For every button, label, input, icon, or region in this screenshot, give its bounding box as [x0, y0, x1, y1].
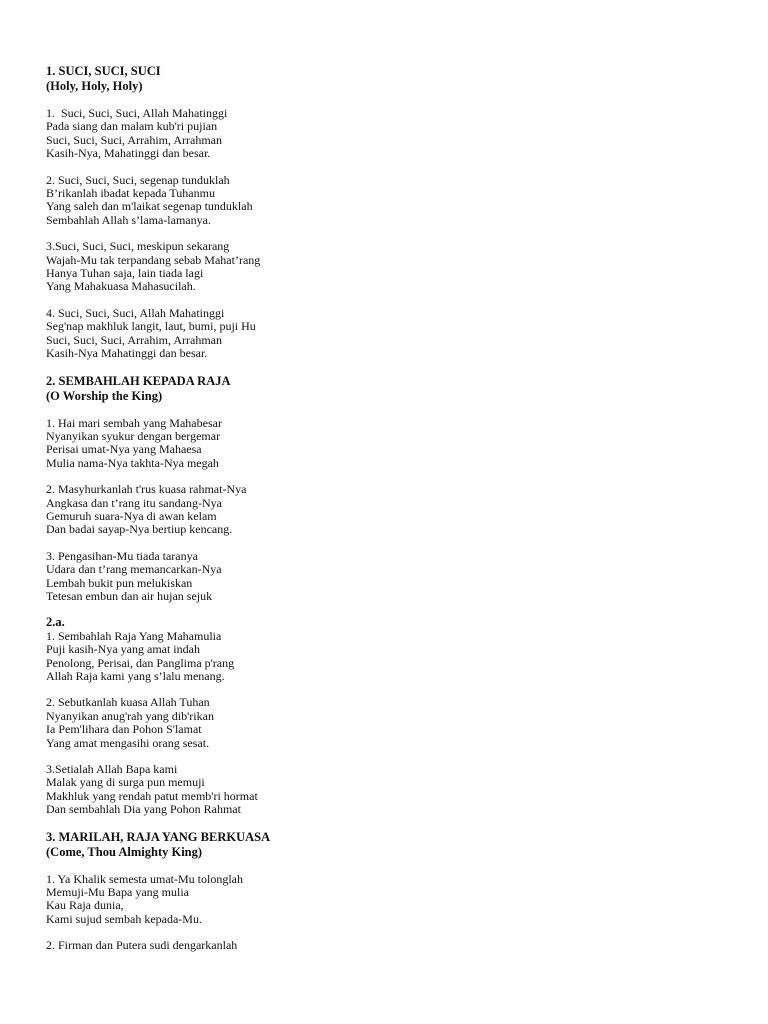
song-2 [46, 374, 726, 604]
lyric-line: Nyanyikan syukur dengan bergemar [46, 428, 221, 443]
lyric-line: Mulia nama-Nya takhta-Nya megah [46, 455, 219, 470]
song-title: 2. SEMBAHLAH KEPADA RAJA [46, 373, 231, 388]
lyric-line: Kasih-Nya, Mahatinggi dan besar. [46, 146, 211, 161]
lyric-line: Tetesan embun dan air hujan sejuk [46, 588, 213, 603]
lyric-line: Malak yang di surga pun memuji [46, 775, 205, 790]
lyric-line: Yang amat mengasihi orang sesat. [46, 735, 210, 750]
stanza-1 [46, 873, 726, 927]
lyric-line: Allah Raja kami yang s’lalu menang. [46, 669, 225, 683]
document-page [46, 64, 726, 966]
lyric-line: Suci, Suci, Suci, Arrahim, Arrahman [46, 332, 222, 347]
song-subtitle: (O Worship the King) [46, 388, 163, 403]
lyric-line: Nyanyikan anug'rah yang dib'rikan [46, 708, 214, 723]
stanza-4 [46, 307, 726, 361]
song-3 [46, 830, 726, 953]
lyric-line: Sembahlah Allah s’lama-lamanya. [46, 212, 211, 227]
lyric-line: Ia Pem'lihara dan Pohon S'lamat [46, 722, 202, 737]
lyric-line: Udara dan t’rang memancarkan-Nya [46, 562, 222, 577]
lyric-line: Suci, Suci, Suci, Arrahim, Arrahman [46, 132, 222, 147]
stanza-1 [46, 630, 726, 684]
stanza-2 [46, 696, 726, 750]
lyric-line: 2. Suci, Suci, Suci, segenap tunduklah [46, 172, 230, 187]
lyric-line: 1. Suci, Suci, Suci, Allah Mahatinggi [46, 106, 228, 120]
lyric-line: Perisai umat-Nya yang Mahaesa [46, 442, 202, 457]
lyric-line: Kasih-Nya Mahatinggi dan besar. [46, 346, 208, 361]
lyric-line: 4. Suci, Suci, Suci, Allah Mahatinggi [46, 305, 225, 320]
lyric-line: Makhluk yang rendah patut memb'ri hormat [46, 788, 258, 803]
lyric-line: Dan badai sayap-Nya bertiup kencang. [46, 522, 233, 537]
lyric-line: Angkasa dan t’rang itu sandang-Nya [46, 495, 222, 510]
lyric-line: Gemuruh suara-Nya di awan kelam [46, 508, 217, 523]
lyric-line: 3. Pengasihan-Mu tiada taranya [46, 548, 198, 563]
song-title: 3. MARILAH, RAJA YANG BERKUASA [46, 829, 271, 844]
lyric-line: 2. Masyhurkanlah t'rus kuasa rahmat-Nya [46, 482, 247, 497]
song-title: 2.a. [46, 615, 65, 630]
lyric-line: Yang saleh dan m'laikat segenap tunduklah [46, 199, 253, 214]
lyric-line: 1. Sembahlah Raja Yang Mahamulia [46, 628, 222, 643]
stanza-1 [46, 417, 726, 471]
lyric-line: 2. Sebutkanlah kuasa Allah Tuhan [46, 695, 210, 710]
song-subtitle: (Holy, Holy, Holy) [46, 79, 143, 93]
stanza-1 [46, 107, 726, 161]
lyric-line: 3.Suci, Suci, Suci, meskipun sekarang [46, 239, 230, 254]
lyric-line: Penolong, Perisai, dan Panglima p'rang [46, 655, 235, 670]
lyric-line: Seg'nap makhluk langit, laut, bumi, puji Hu [46, 319, 256, 334]
stanza-2 [46, 483, 726, 537]
lyric-line: Hanya Tuhan saja, lain tiada lagi [46, 266, 204, 281]
lyric-line: Dan sembahlah Dia yang Pohon Rahmat [46, 802, 241, 817]
lyric-line: Puji kasih-Nya yang amat indah [46, 642, 200, 657]
lyric-line: 3.Setialah Allah Bapa kami [46, 762, 178, 777]
lyric-line: Wajah-Mu tak terpandang sebab Mahat’rang [46, 252, 261, 267]
song-subtitle: (Come, Thou Almighty King) [46, 844, 203, 859]
stanza-2 [46, 939, 726, 952]
lyric-line: Kami sujud sembah kepada-Mu. [46, 911, 202, 926]
lyric-line: Memuji-Mu Bapa yang mulia [46, 885, 189, 900]
lyric-line: 1. Hai mari sembah yang Mahabesar [46, 415, 222, 430]
lyric-line: 1. Ya Khalik semesta umat-Mu tolonglah [46, 871, 243, 886]
stanza-3 [46, 550, 726, 604]
lyric-line: Yang Mahakuasa Mahasucilah. [46, 279, 196, 294]
song-2a [46, 616, 726, 816]
lyric-line: B’rikanlah ibadat kepada Tuhanmu [46, 186, 215, 201]
song-title: 1. SUCI, SUCI, SUCI [46, 64, 161, 78]
stanza-2 [46, 174, 726, 228]
lyric-line: 2. Firman dan Putera sudi dengarkanlah [46, 938, 238, 953]
song-1 [46, 64, 726, 361]
lyric-line: Pada siang dan malam kub'ri pujian [46, 119, 218, 134]
lyric-line: Lembah bukit pun melukiskan [46, 575, 193, 590]
lyric-line: Kau Raja dunia, [46, 898, 124, 913]
stanza-3 [46, 240, 726, 294]
stanza-3 [46, 763, 726, 817]
